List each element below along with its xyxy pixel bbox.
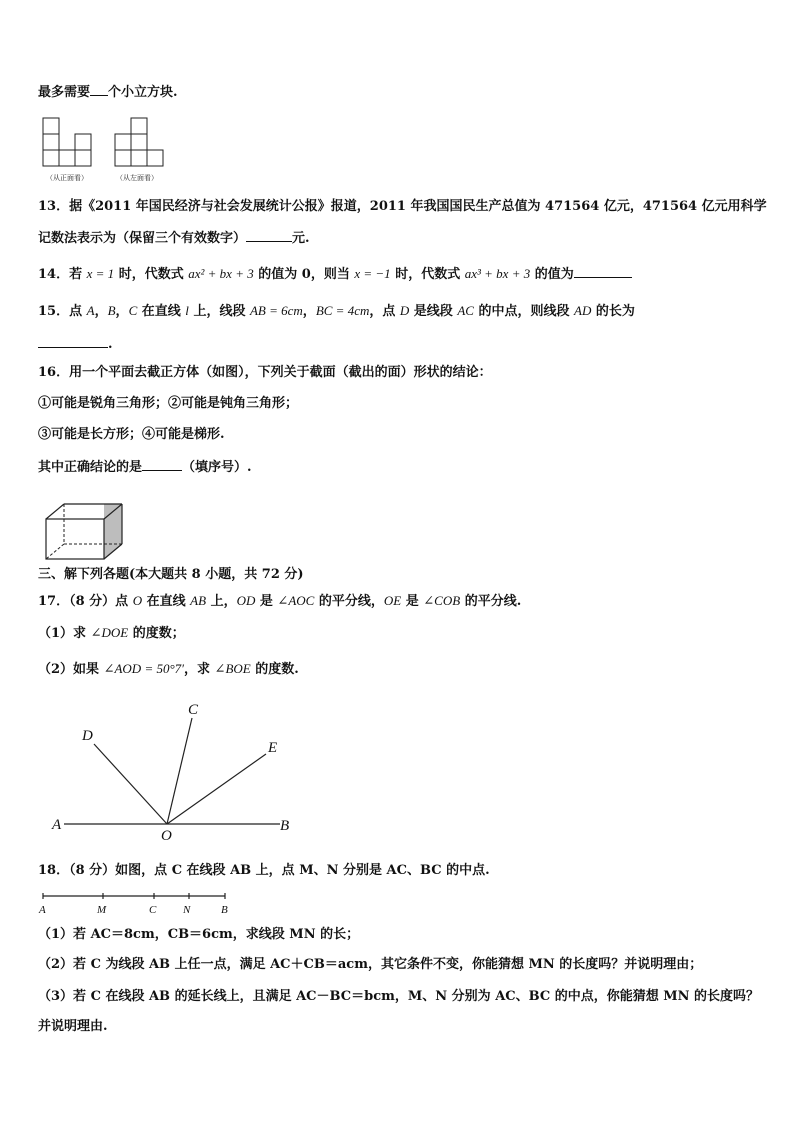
q17-part2 [38, 660, 299, 679]
q15-line2 [38, 334, 113, 354]
segment-figure [38, 890, 238, 920]
q17-part2-text: ，求 [184, 662, 215, 677]
q15-math: AC [457, 303, 474, 318]
q15-sep: ， [302, 304, 316, 319]
q14-text: 时，代数式 [114, 267, 189, 282]
q12-tail-line [38, 82, 178, 102]
front-view-caption: （从正面看） [46, 174, 88, 182]
q14-math: ax² + bx + 3 [188, 266, 254, 281]
q17-part2-text: （2）如果 [38, 662, 104, 677]
q14-text: 的值为 0，则当 [253, 267, 355, 282]
answer-blank [90, 82, 108, 96]
ray-OD [94, 744, 167, 824]
q12-tail-text: 最多需要 [38, 85, 91, 100]
q17-math: AB [190, 593, 207, 608]
q15-sep: ， [115, 304, 129, 319]
section-3-heading: 三、解下列各题(本大题共 8 小题，共 72 分) [38, 567, 304, 582]
q15-math: D [399, 303, 410, 318]
q15-math: AB = 6cm [249, 303, 303, 318]
q17-math: ∠BOE [214, 661, 251, 676]
cube-figure [40, 496, 130, 566]
q17-line1 [38, 592, 521, 611]
q14-text: 的值为 [530, 267, 574, 282]
q15-text: 点 [69, 304, 87, 319]
q17-text: 上， [206, 594, 237, 609]
q16-line4-end: （填序号）. [182, 460, 252, 475]
q15-text: 上，线段 [188, 304, 250, 319]
label-E: E [268, 740, 278, 756]
label-B: B [221, 904, 228, 916]
q15-line [38, 302, 635, 321]
left-view-caption: （从左面看） [116, 174, 158, 182]
q18-part2: （2）若 C 为线段 AB 上任一点，满足 AC＋CB＝acm，其它条件不变，你能猜想 MN 的长度吗？并说明理由； [38, 957, 703, 972]
q14-number: 14． [38, 267, 70, 282]
q17-text: 的平分线， [314, 594, 384, 609]
q17-part2-end: 的度数. [250, 662, 299, 677]
q17-part1-text: （1）求 [38, 626, 91, 641]
q17-text: 点 [115, 594, 133, 609]
q15-text: 在直线 [137, 304, 186, 319]
q15-math: BC = 4cm [315, 303, 370, 318]
label-O: O [161, 828, 172, 842]
q16-line4 [38, 457, 252, 477]
q18-part3-cont: 并说明理由. [38, 1019, 108, 1034]
q17-math: OD [236, 593, 256, 608]
q12-tail-text-end: 个小立方块. [108, 85, 178, 100]
label-B: B [280, 818, 290, 834]
answer-blank [246, 228, 292, 242]
q16-line4-text: 其中正确结论的是 [38, 460, 143, 475]
q15-line2-end: . [108, 337, 113, 352]
q17-text: 在直线 [142, 594, 191, 609]
q15-text: 的中点，则线段 [473, 304, 575, 319]
label-A: A [52, 817, 62, 833]
q18-part1: （1）若 AC＝8cm，CB＝6cm，求线段 MN 的长； [38, 927, 360, 942]
q14-math: x = −1 [354, 266, 391, 281]
q14-math: ax³ + bx + 3 [464, 266, 531, 281]
q13-line2-end: 元. [292, 231, 310, 246]
q17-math: OE [383, 593, 402, 608]
q15-math: AD [574, 303, 592, 318]
label-M: M [97, 904, 107, 916]
q18-line1: 18．（8 分）如图，点 C 在线段 AB 上，点 M、N 分别是 AC、BC 的中点. [38, 863, 490, 878]
q15-math: l [185, 303, 189, 318]
q16-line2: ①可能是锐角三角形；②可能是钝角三角形； [38, 396, 299, 411]
label-N: N [183, 904, 191, 916]
q17-math: ∠COB [423, 593, 461, 608]
q16-line1: 16．用一个平面去截正方体（如图），下列关于截面（截出的面）形状的结论： [38, 365, 492, 380]
q17-part1-end: 的度数； [128, 626, 185, 641]
q17-part1 [38, 624, 185, 643]
label-A: A [39, 904, 46, 916]
answer-blank [574, 264, 632, 278]
q13-line2-text: 记数法表示为（保留三个有效数字） [38, 231, 247, 246]
answer-blank [38, 334, 108, 348]
angle-figure [40, 692, 310, 842]
q15-text: 是线段 [409, 304, 458, 319]
label-C: C [188, 702, 199, 718]
q14-text: 时，代数式 [390, 267, 465, 282]
q15-sep: ， [94, 304, 108, 319]
q16-line3: ③可能是长方形；④可能是梯形. [38, 427, 225, 442]
q15-math: B [107, 303, 116, 318]
q15-math: A [86, 303, 95, 318]
q13-line1: 13．据《2011 年国民经济与社会发展统计公报》报道，2011 年我国国民生产总值为 471564 亿元，471564 亿元用科学 [38, 199, 767, 214]
q14-text: 若 [69, 267, 87, 282]
q17-math: ∠AOC [277, 593, 315, 608]
q13-line2 [38, 228, 310, 248]
front-view [43, 118, 91, 166]
left-view [115, 118, 163, 166]
q17-number: 17．（8 分） [38, 594, 116, 609]
q14-math: x = 1 [86, 266, 115, 281]
ray-OE [167, 754, 266, 824]
q17-text: 是 [401, 594, 424, 609]
q17-math: ∠AOD = 50°7′ [103, 661, 185, 676]
q14-line [38, 264, 632, 284]
label-D: D [82, 728, 93, 744]
q17-text: 是 [255, 594, 278, 609]
three-view-figure [38, 114, 168, 184]
answer-blank [142, 457, 182, 471]
q18-part3: （3）若 C 在线段 AB 的延长线上，且满足 AC－BC＝bcm，M、N 分别为 AC、BC 的中点，你能猜想 MN 的长度吗？ [38, 989, 760, 1004]
q15-math: C [128, 303, 138, 318]
label-C: C [149, 904, 157, 916]
q15-number: 15． [38, 304, 70, 319]
q15-text: 的长为 [591, 304, 635, 319]
ray-OC [167, 718, 192, 824]
q15-text: ，点 [369, 304, 400, 319]
q17-math: ∠DOE [90, 625, 129, 640]
cube-front-face [46, 519, 104, 559]
q17-text: 的平分线. [460, 594, 522, 609]
q17-math: O [132, 593, 143, 608]
